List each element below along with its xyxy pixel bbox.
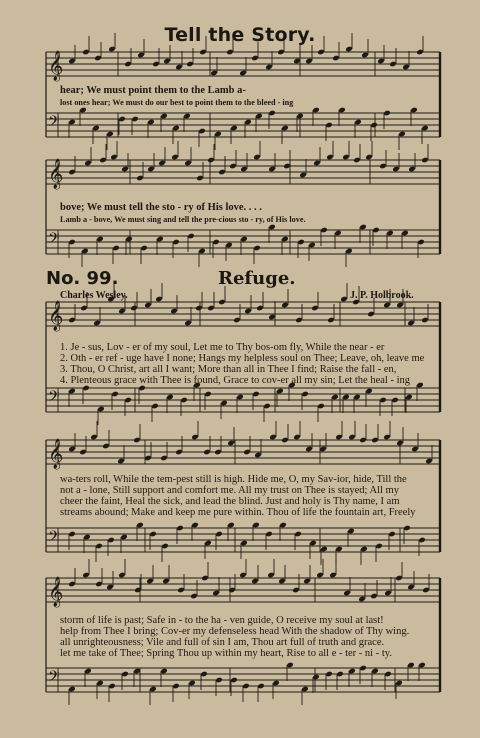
top-lyric-line-1: hear; We must point them to the Lamb a- <box>60 85 246 96</box>
hymn-title: Refuge. <box>218 268 296 289</box>
verse-2-line-3: help from Thee I bring; Cov-er my defenseless head With the shadow of Thy wing. <box>60 626 410 637</box>
top-lyric-line-3: bove; We must tell the sto - ry of His love. . . . <box>60 202 262 213</box>
svg-text:𝄞: 𝄞 <box>48 577 64 607</box>
verse-1-line-3: storm of life is past; Safe in - to the ha - ven guide, O receive my soul at last! <box>60 615 384 626</box>
svg-text:𝄞: 𝄞 <box>48 301 64 331</box>
verse-3-line-1: 3. Thou, O Christ, art all I want; More than all in Thee I find; Raise the fall - en, <box>60 364 397 375</box>
svg-text:𝄢: 𝄢 <box>48 528 60 549</box>
svg-text:𝄞: 𝄞 <box>48 439 64 469</box>
hymn-author: Charles Wesley. <box>60 290 128 301</box>
hymn-composer: J. P. Holbrook. <box>350 290 414 301</box>
verse-2-line-1: 2. Oth - er ref - uge have I none; Hangs my helpless soul on Thee; Leave, oh, leave me <box>60 353 425 364</box>
svg-text:𝄢: 𝄢 <box>48 668 60 689</box>
svg-text:𝄢: 𝄢 <box>48 113 60 134</box>
verse-2-line-2: not a - lone, Still support and comfort me. All my trust on Thee is stayed; All my <box>60 485 399 496</box>
svg-text:𝄞: 𝄞 <box>48 51 64 81</box>
top-lyric-line-2: lost ones hear; We must do our best to point them to the bleed - ing <box>60 98 294 107</box>
top-lyric-line-4: Lamb a - bove, We must sing and tell the pre-cious sto - ry, of His love. <box>60 215 306 224</box>
verse-3-line-2: cheer the faint, Heal the sick, and lead the blind. Just and holy is Thy name, I am <box>60 496 400 507</box>
verse-3-line-3: all unrighteousness; Vile and full of sin I am, Thou art full of truth and grace. <box>60 637 385 648</box>
verse-1-line-1: 1. Je - sus, Lov - er of my soul, Let me to Thy bos-om fly, While the near - er <box>60 342 385 353</box>
verse-4-line-2: streams abound; Make and keep me pure within. Thou of life the fountain art, Freely <box>60 507 416 518</box>
hymn-number: No. 99. <box>46 268 119 289</box>
top-hymn-title: Tell the Story. <box>164 24 316 46</box>
verse-4-line-1: 4. Plenteous grace with Thee is found, Grace to cov-er all my sin; Let the heal - ing <box>60 375 410 386</box>
verse-4-line-3: let me take of Thee; Spring Thou up within my heart, Rise to all e - ter - ni - ty. <box>60 648 392 659</box>
verse-1-line-2: wa-ters roll, While the tem-pest still is high. Hide me, O, my Sav-ior, hide, Till the <box>60 474 407 485</box>
svg-text:𝄢: 𝄢 <box>48 388 60 409</box>
svg-text:𝄢: 𝄢 <box>48 230 60 251</box>
svg-text:𝄞: 𝄞 <box>48 159 64 189</box>
